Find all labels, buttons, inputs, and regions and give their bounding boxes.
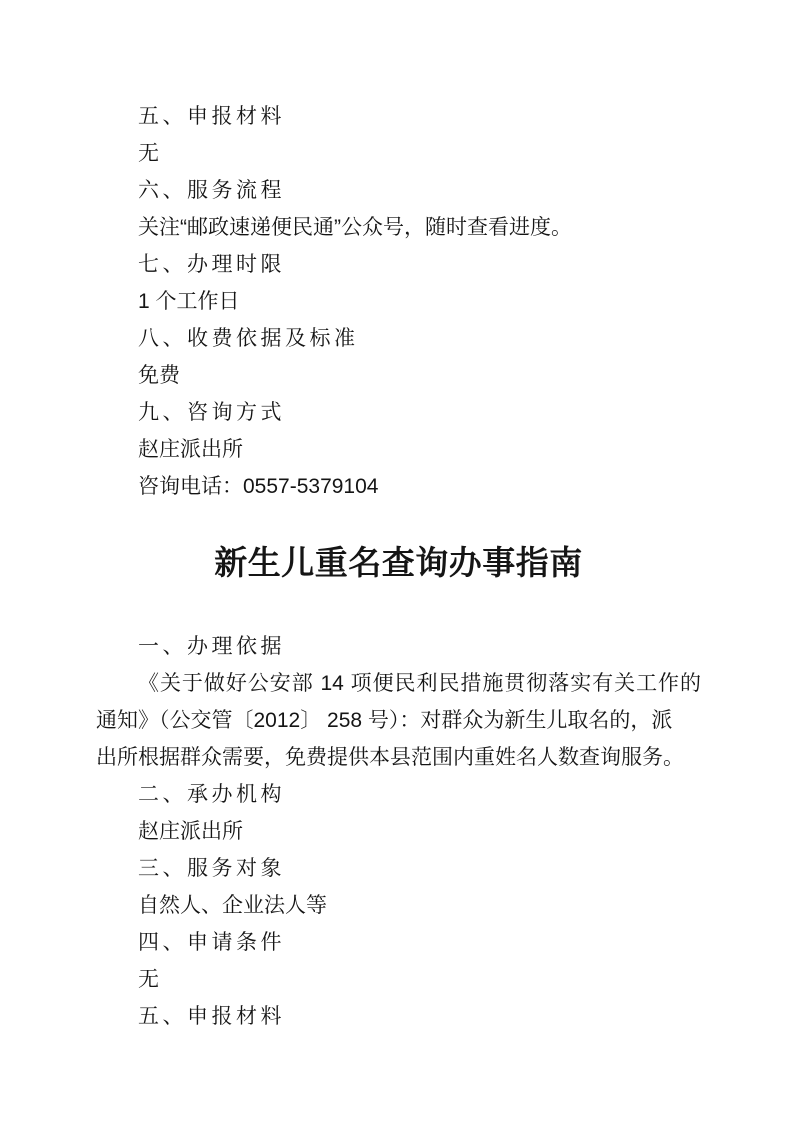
heading-handling-agency: 二、承办机构 bbox=[138, 783, 285, 806]
paragraph-line: 通知》（公交管〔2012〕 258 号）：对群众为新生儿取名的，派 bbox=[96, 709, 673, 732]
heading-application-materials-prev: 五、申报材料 bbox=[138, 105, 285, 128]
content-service-target: 自然人、企业法人等 bbox=[138, 894, 327, 917]
content-handling-agency: 赵庄派出所 bbox=[138, 820, 243, 843]
paragraph-line: 出所根据群众需要，免费提供本县范围内重姓名人数查询服务。 bbox=[96, 746, 684, 769]
content-consultation-office: 赵庄派出所 bbox=[138, 438, 243, 461]
heading-fee-basis-standard: 八、收费依据及标准 bbox=[138, 327, 359, 350]
heading-application-materials: 五、申报材料 bbox=[138, 1005, 285, 1028]
heading-service-process: 六、服务流程 bbox=[138, 179, 285, 202]
content-application-conditions-none: 无 bbox=[138, 968, 159, 991]
heading-service-target: 三、服务对象 bbox=[138, 857, 285, 880]
heading-legal-basis: 一、办理依据 bbox=[138, 635, 285, 658]
content-fee-free: 免费 bbox=[138, 364, 180, 387]
paragraph-legal-basis bbox=[96, 665, 701, 776]
content-service-process-note: 关注“邮政速递便民通”公众号，随时查看进度。 bbox=[138, 216, 572, 239]
content-processing-time: 1 个工作日 bbox=[138, 290, 240, 313]
heading-processing-time-limit: 七、办理时限 bbox=[138, 253, 285, 276]
content-consultation-phone: 咨询电话：0557-5379104 bbox=[138, 475, 379, 498]
content-application-materials-none-prev: 无 bbox=[138, 142, 159, 165]
paragraph-line: 《关于做好公安部 14 项便民利民措施贯彻落实有关工作的 bbox=[138, 672, 701, 695]
heading-application-conditions: 四、申请条件 bbox=[138, 931, 285, 954]
document-title: 新生儿重名查询办事指南 bbox=[214, 544, 583, 581]
heading-consultation-method: 九、咨询方式 bbox=[138, 401, 285, 424]
